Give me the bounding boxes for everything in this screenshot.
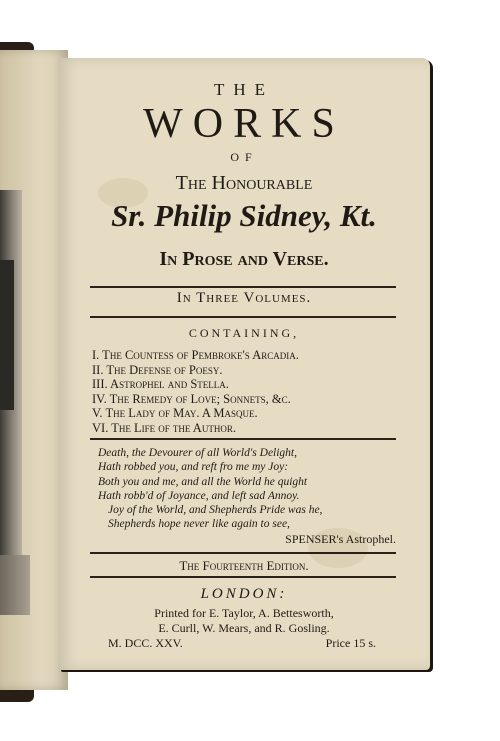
poem-line: Both you and me, and all the World he quight xyxy=(98,475,308,488)
poem-line: Joy of the World, and Shepherds Pride was he, xyxy=(108,504,323,517)
volumes-line: In Three Volumes. xyxy=(176,290,312,306)
title-of: OF xyxy=(230,150,258,164)
contents-item: IV. The Remedy of Love; Sonnets, &c. xyxy=(92,391,291,406)
contents-item: II. The Defense of Poesy. xyxy=(92,362,223,377)
subtitle: In Prose and Verse. xyxy=(159,248,329,270)
contents-item: I. The Countess of Pembroke's Arcadia. xyxy=(92,348,299,362)
imprint-line: E. Curll, W. Mears, and R. Gosling. xyxy=(158,621,330,635)
rule-top xyxy=(90,286,396,288)
edition-line: The Fourteenth Edition. xyxy=(179,558,309,573)
imprint xyxy=(94,606,394,651)
containing-label: CONTAINING, xyxy=(188,326,300,340)
poem-line: Death, the Devourer of all World's Delight, xyxy=(98,447,298,459)
poem-line: Hath robb'd of Joyance, and left sad Annoy. xyxy=(98,489,300,502)
rule-edition xyxy=(90,576,396,578)
price: Price 15 s. xyxy=(325,636,376,650)
contents-list xyxy=(92,348,412,435)
publication-date: M. DCC. XXV. xyxy=(108,636,183,650)
poem-attribution: SPENSER's Astrophel. xyxy=(285,531,396,546)
rule-volumes xyxy=(90,316,396,318)
rule-contents xyxy=(90,438,396,440)
engraving-base xyxy=(0,555,30,615)
imprint-date-row xyxy=(94,636,394,651)
contents-item: VI. The Life of the Author. xyxy=(92,420,236,435)
contents-item: V. The Lady of May. A Masque. xyxy=(92,406,258,420)
poem-line: Hath robbed you, and reft fro me my Joy: xyxy=(98,461,289,474)
place-of-publication: LONDON: xyxy=(200,586,288,602)
title-honourable: The Honourable xyxy=(175,172,313,194)
contents-item: III. Astrophel and Stella. xyxy=(92,377,229,391)
title-the: THE xyxy=(213,80,275,99)
author-name: Sr. Philip Sidney, Kt. xyxy=(111,198,377,233)
title-page xyxy=(58,58,430,670)
imprint-line: Printed for E. Taylor, A. Bettesworth, xyxy=(154,606,334,620)
poem-line: Shepherds hope never like again to see, xyxy=(108,518,290,531)
engraving-dark-area xyxy=(0,260,14,410)
rule-poem xyxy=(90,552,396,554)
epigraph-poem xyxy=(98,446,408,546)
title-works: WORKS xyxy=(143,101,345,147)
